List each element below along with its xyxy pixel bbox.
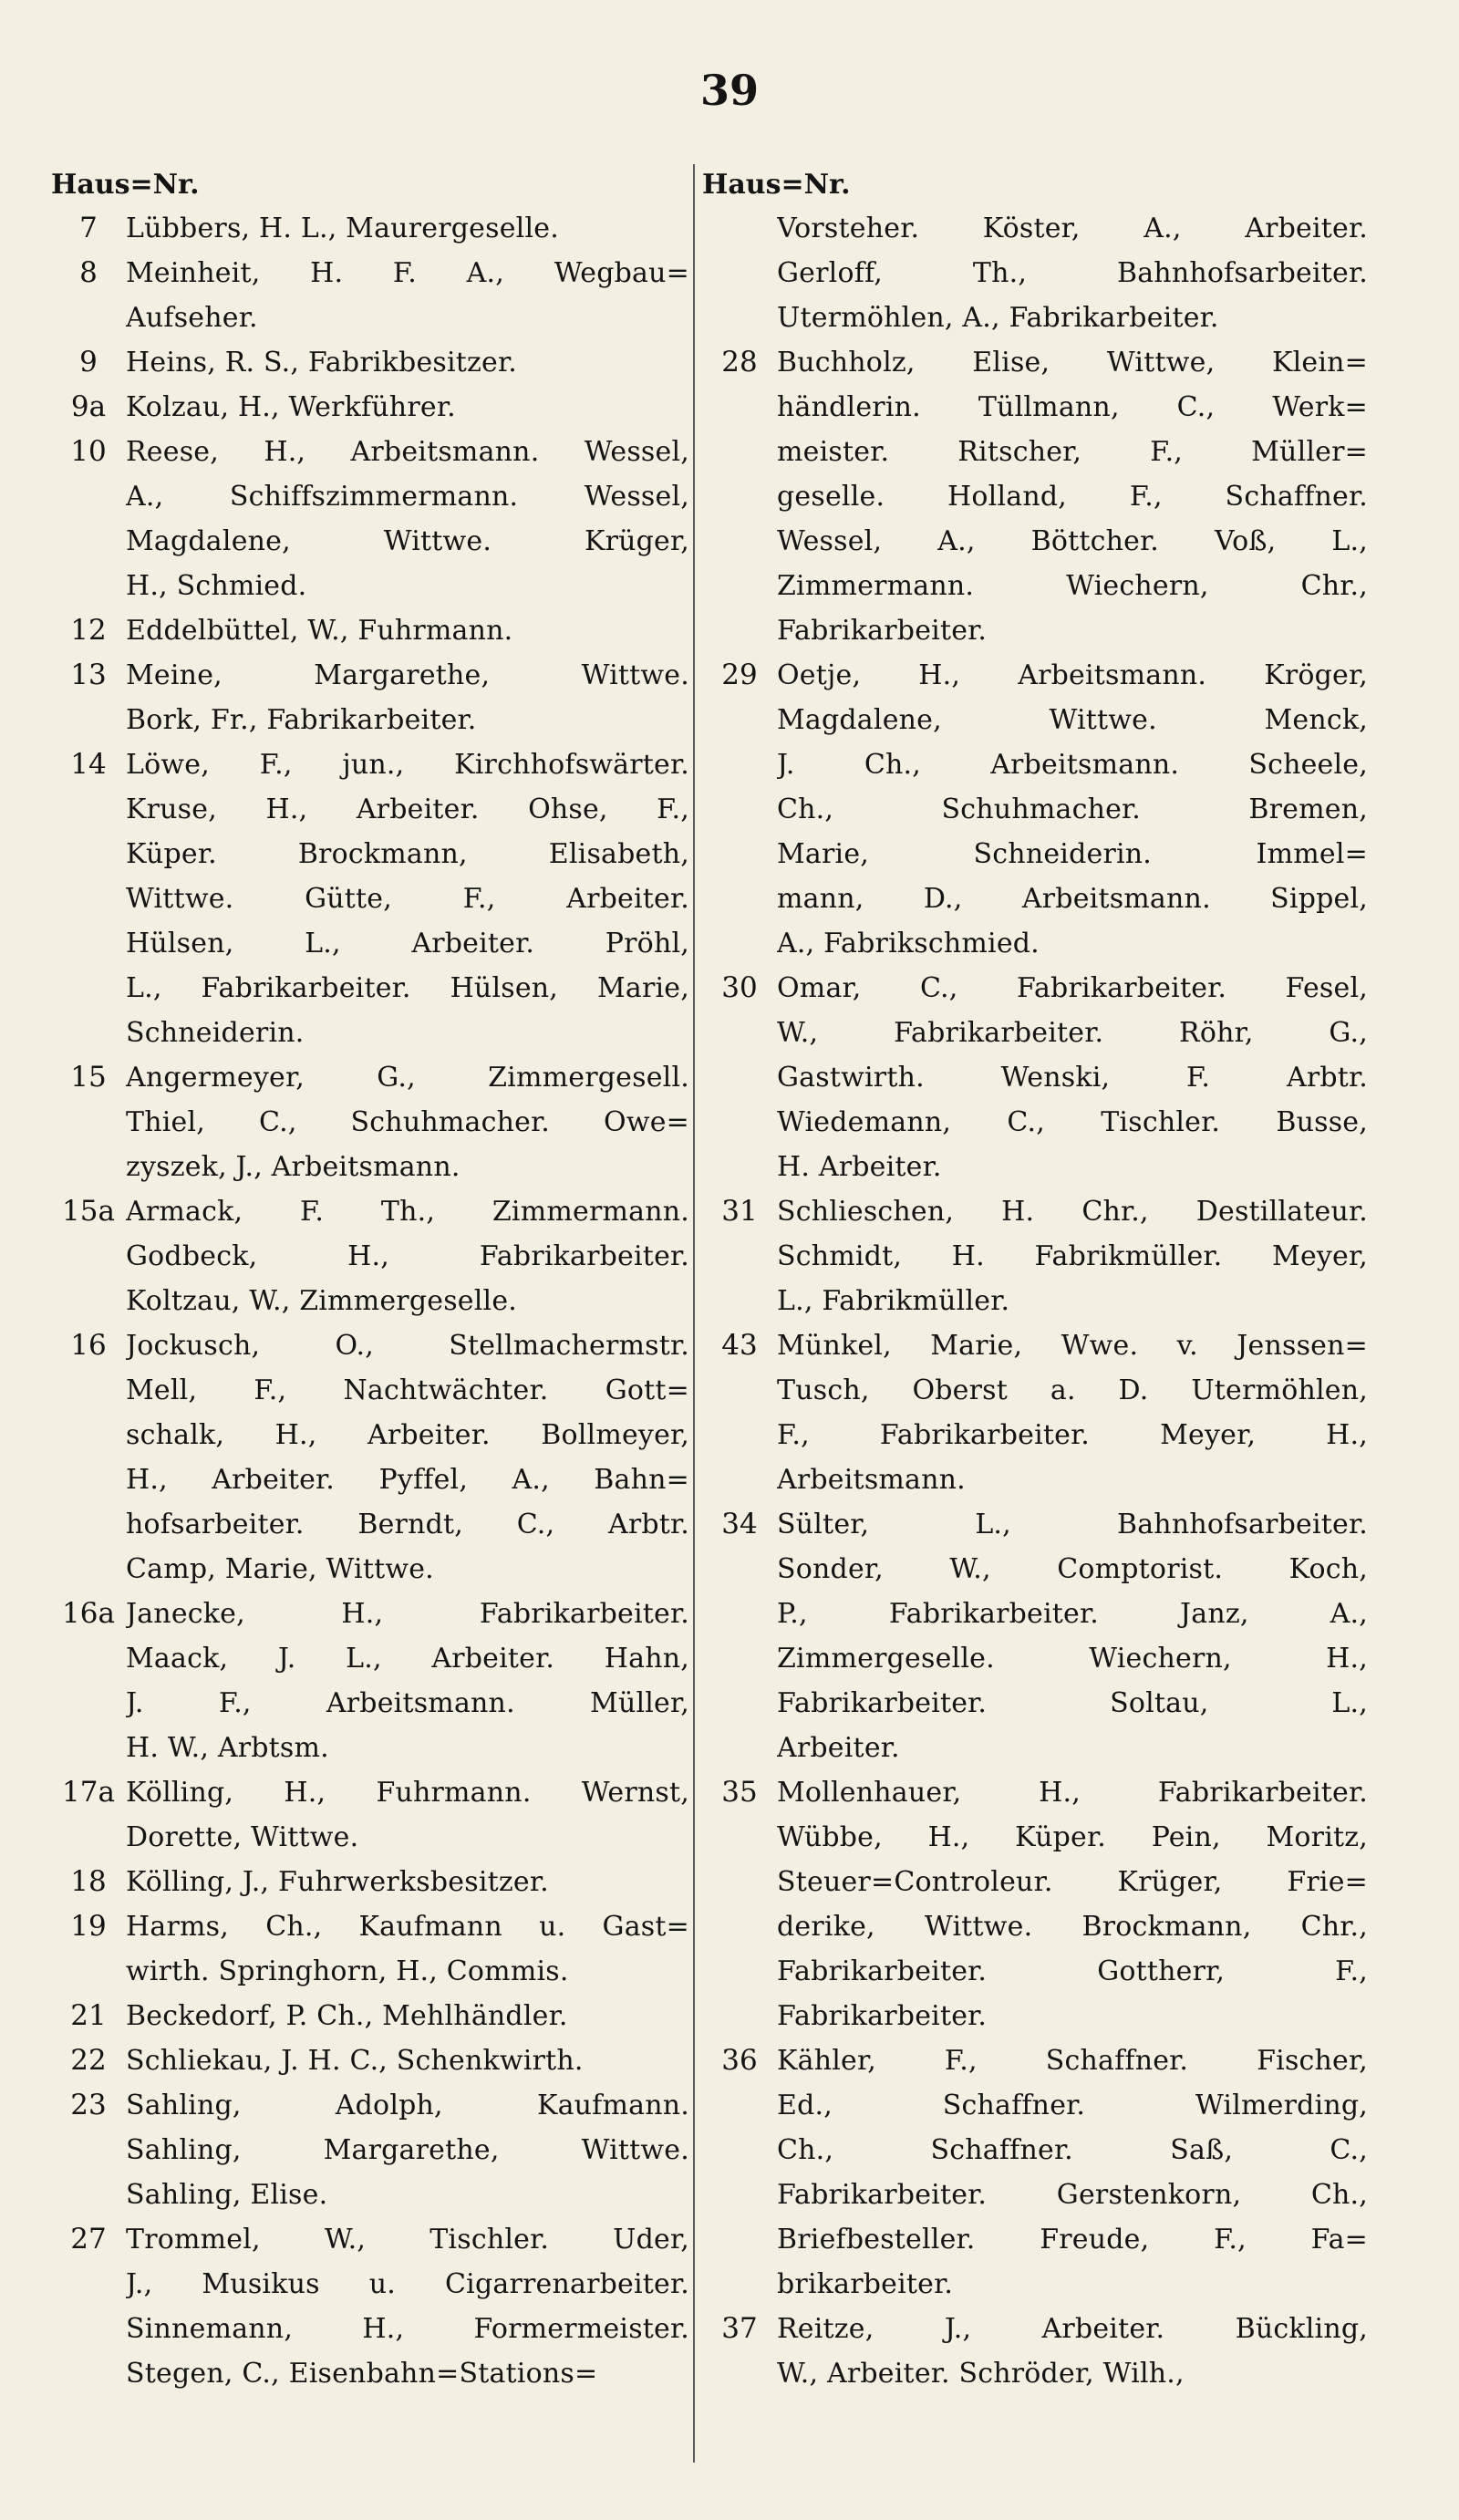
entry-line: zyszek, J., Arbeitsmann. bbox=[126, 1151, 460, 1183]
house-number: 23 bbox=[70, 2089, 107, 2121]
entry-line: F., Fabrikarbeiter. Meyer, H., bbox=[777, 1419, 1368, 1451]
entry-line: L., Fabrikmüller. bbox=[777, 1285, 1010, 1317]
entry-line: Heins, R. S., Fabrikbesitzer. bbox=[126, 347, 517, 379]
entry-line: Fabrikarbeiter. Gerstenkorn, Ch., bbox=[777, 2179, 1368, 2211]
directory-entry bbox=[51, 2083, 689, 2217]
house-number: 13 bbox=[70, 659, 107, 691]
house-number: 10 bbox=[70, 435, 107, 468]
entry-line: Trommel, W., Tischler. Uder, bbox=[126, 2224, 689, 2256]
entry-line: Fabrikarbeiter. bbox=[777, 2000, 988, 2032]
entry-line: geselle. Holland, F., Schaffner. bbox=[777, 481, 1368, 513]
house-number: 18 bbox=[70, 1865, 107, 1898]
left-column-header: Haus=Nr. bbox=[51, 169, 200, 201]
entry-line: Arbeiter. bbox=[777, 1732, 900, 1764]
entry-line: Briefbesteller. Freude, F., Fa= bbox=[777, 2224, 1368, 2256]
house-number: 37 bbox=[721, 2312, 758, 2345]
entry-text bbox=[126, 1770, 689, 1860]
house-number: 30 bbox=[721, 971, 758, 1004]
directory-entry bbox=[51, 2217, 689, 2396]
entry-line: Beckedorf, P. Ch., Mehlhändler. bbox=[126, 2000, 568, 2032]
entry-line: Münkel, Marie, Wwe. v. Jenssen= bbox=[777, 1330, 1368, 1362]
entry-text bbox=[126, 608, 689, 653]
entry-line: Maack, J. L., Arbeiter. Hahn, bbox=[126, 1643, 689, 1675]
directory-entry bbox=[702, 206, 1368, 340]
entry-text bbox=[126, 385, 689, 430]
directory-entry bbox=[702, 653, 1368, 966]
entry-line: hofsarbeiter. Berndt, C., Arbtr. bbox=[126, 1509, 689, 1540]
entry-line: Schliekau, J. H. C., Schenkwirth. bbox=[126, 2045, 584, 2077]
entry-text bbox=[777, 653, 1368, 966]
entry-line: J. F., Arbeitsmann. Müller, bbox=[126, 1687, 689, 1719]
entry-line: Buchholz, Elise, Wittwe, Klein= bbox=[777, 347, 1368, 379]
entry-text bbox=[777, 206, 1368, 340]
entry-line: Sülter, L., Bahnhofsarbeiter. bbox=[777, 1509, 1368, 1540]
entry-text bbox=[126, 1904, 689, 1994]
directory-entry bbox=[51, 251, 689, 340]
entry-line: Bork, Fr., Fabrikarbeiter. bbox=[126, 704, 477, 736]
entry-line: Mell, F., Nachtwächter. Gott= bbox=[126, 1374, 689, 1406]
entry-line: Camp, Marie, Wittwe. bbox=[126, 1553, 434, 1585]
entry-line: Ch., Schuhmacher. Bremen, bbox=[777, 793, 1368, 825]
entry-line: Kölling, J., Fuhrwerksbesitzer. bbox=[126, 1866, 549, 1898]
entry-line: Küper. Brockmann, Elisabeth, bbox=[126, 838, 689, 870]
house-number bbox=[702, 206, 777, 340]
entry-line: Wessel, A., Böttcher. Voß, L., bbox=[777, 525, 1368, 557]
entry-line: Tusch, Oberst a. D. Utermöhlen, bbox=[777, 1374, 1368, 1406]
directory-entry bbox=[702, 2307, 1368, 2396]
entry-line: Ed., Schaffner. Wilmerding, bbox=[777, 2090, 1368, 2121]
entry-line: Meine, Margarethe, Wittwe. bbox=[126, 659, 689, 691]
house-number: 15 bbox=[70, 1061, 107, 1094]
entry-line: Marie, Schneiderin. Immel= bbox=[777, 838, 1368, 870]
house-number: 27 bbox=[70, 2223, 107, 2256]
directory-entry bbox=[702, 1323, 1368, 1502]
entry-line: Sonder, W., Comptorist. Koch, bbox=[777, 1553, 1368, 1585]
entry-line: Sahling, Elise. bbox=[126, 2179, 328, 2211]
entry-line: H., Arbeiter. Pyffel, A., Bahn= bbox=[126, 1464, 689, 1496]
entry-text bbox=[126, 2038, 689, 2083]
entry-line: P., Fabrikarbeiter. Janz, A., bbox=[777, 1598, 1368, 1630]
entry-line: meister. Ritscher, F., Müller= bbox=[777, 436, 1368, 468]
directory-entry bbox=[702, 340, 1368, 653]
entry-line: Sinnemann, H., Formermeister. bbox=[126, 2313, 689, 2345]
house-number: 16a bbox=[62, 1597, 115, 1630]
house-number: 34 bbox=[721, 1508, 758, 1540]
entry-line: Magdalene, Wittwe. Krüger, bbox=[126, 525, 689, 557]
entry-line: Löwe, F., jun., Kirchhofswärter. bbox=[126, 749, 689, 781]
entry-text bbox=[126, 2217, 689, 2396]
house-number: 35 bbox=[721, 1776, 758, 1809]
house-number: 19 bbox=[70, 1910, 107, 1943]
entry-text bbox=[777, 1502, 1368, 1770]
entry-line: Ch., Schaffner. Saß, C., bbox=[777, 2134, 1368, 2166]
entry-line: Kähler, F., Schaffner. Fischer, bbox=[777, 2045, 1368, 2077]
entry-line: Harms, Ch., Kaufmann u. Gast= bbox=[126, 1911, 689, 1943]
entry-line: Aufseher. bbox=[126, 302, 258, 334]
entry-line: wirth. Springhorn, H., Commis. bbox=[126, 1955, 569, 1987]
page-number: 39 bbox=[699, 66, 759, 115]
entry-text bbox=[126, 340, 689, 385]
entry-line: Jockusch, O., Stellmachermstr. bbox=[126, 1330, 689, 1362]
entry-line: Eddelbüttel, W., Fuhrmann. bbox=[126, 615, 513, 647]
entry-text bbox=[777, 2038, 1368, 2307]
entry-line: Gerloff, Th., Bahnhofsarbeiter. bbox=[777, 257, 1368, 289]
house-number: 36 bbox=[721, 2044, 758, 2077]
entry-line: J., Musikus u. Cigarrenarbeiter. bbox=[126, 2268, 689, 2300]
entry-line: Utermöhlen, A., Fabrikarbeiter. bbox=[777, 302, 1219, 334]
entry-line: J. Ch., Arbeitsmann. Scheele, bbox=[777, 749, 1368, 781]
entry-line: Fabrikarbeiter. bbox=[777, 615, 988, 647]
entry-line: Oetje, H., Arbeitsmann. Kröger, bbox=[777, 659, 1368, 691]
entry-line: mann, D., Arbeitsmann. Sippel, bbox=[777, 883, 1368, 915]
entry-line: W., Arbeiter. Schröder, Wilh., bbox=[777, 2358, 1185, 2390]
entry-text bbox=[126, 1055, 689, 1189]
entry-line: Janecke, H., Fabrikarbeiter. bbox=[126, 1598, 689, 1630]
entry-text bbox=[126, 251, 689, 340]
entry-text bbox=[126, 742, 689, 1055]
entry-text bbox=[126, 1592, 689, 1770]
entry-line: Fabrikarbeiter. Gottherr, F., bbox=[777, 1955, 1368, 1987]
directory-entry bbox=[51, 1189, 689, 1323]
entry-line: Reitze, J., Arbeiter. Bückling, bbox=[777, 2313, 1368, 2345]
entry-line: Hülsen, L., Arbeiter. Pröhl, bbox=[126, 928, 689, 959]
entry-line: Zimmermann. Wiechern, Chr., bbox=[777, 570, 1368, 602]
entry-text bbox=[777, 1323, 1368, 1502]
directory-entry bbox=[702, 1770, 1368, 2038]
entry-line: Kolzau, H., Werkführer. bbox=[126, 391, 456, 423]
directory-entry bbox=[51, 1994, 689, 2038]
house-number: 16 bbox=[70, 1329, 107, 1362]
house-number: 43 bbox=[721, 1329, 758, 1362]
right-entries bbox=[702, 206, 1368, 2396]
entry-line: A., Fabrikschmied. bbox=[777, 928, 1040, 959]
entry-line: L., Fabrikarbeiter. Hülsen, Marie, bbox=[126, 972, 689, 1004]
entry-text bbox=[126, 1323, 689, 1592]
entry-line: W., Fabrikarbeiter. Röhr, G., bbox=[777, 1017, 1368, 1049]
entry-line: Kölling, H., Fuhrmann. Wernst, bbox=[126, 1777, 689, 1809]
entry-line: Sahling, Margarethe, Wittwe. bbox=[126, 2134, 689, 2166]
entry-line: brikarbeiter. bbox=[777, 2268, 954, 2300]
entry-line: Omar, C., Fabrikarbeiter. Fesel, bbox=[777, 972, 1368, 1004]
entry-text bbox=[126, 1189, 689, 1323]
directory-entry bbox=[51, 653, 689, 742]
entry-line: Arbeitsmann. bbox=[777, 1464, 966, 1496]
entry-text bbox=[126, 430, 689, 608]
entry-line: Meinheit, H. F. A., Wegbau= bbox=[126, 257, 689, 289]
entry-line: Lübbers, H. L., Maurergeselle. bbox=[126, 213, 559, 244]
entry-line: H. W., Arbtsm. bbox=[126, 1732, 329, 1764]
right-column bbox=[702, 164, 1368, 2396]
entry-line: Schneiderin. bbox=[126, 1017, 305, 1049]
entry-line: Schmidt, H. Fabrikmüller. Meyer, bbox=[777, 1240, 1368, 1272]
house-number: 29 bbox=[721, 659, 758, 691]
house-number: 8 bbox=[79, 256, 98, 289]
house-number: 9 bbox=[79, 346, 98, 379]
column-divider bbox=[693, 164, 695, 2463]
entry-line: Stegen, C., Eisenbahn=Stations= bbox=[126, 2358, 598, 2390]
directory-entry bbox=[702, 2038, 1368, 2307]
entry-line: Godbeck, H., Fabrikarbeiter. bbox=[126, 1240, 689, 1272]
directory-entry bbox=[702, 966, 1368, 1189]
directory-entry bbox=[51, 742, 689, 1055]
right-column-header: Haus=Nr. bbox=[702, 169, 851, 201]
house-number: 15a bbox=[62, 1195, 115, 1228]
directory-entry bbox=[702, 1502, 1368, 1770]
entry-line: Thiel, C., Schuhmacher. Owe= bbox=[126, 1106, 689, 1138]
entry-text bbox=[777, 340, 1368, 653]
entry-line: Angermeyer, G., Zimmergesell. bbox=[126, 1062, 689, 1094]
directory-entry bbox=[51, 1055, 689, 1189]
entry-line: Vorsteher. Köster, A., Arbeiter. bbox=[777, 213, 1368, 244]
entry-text bbox=[777, 966, 1368, 1189]
directory-entry bbox=[51, 1904, 689, 1994]
directory-entry bbox=[51, 340, 689, 385]
entry-line: H., Schmied. bbox=[126, 570, 307, 602]
directory-entry bbox=[51, 430, 689, 608]
entry-line: Sahling, Adolph, Kaufmann. bbox=[126, 2090, 689, 2121]
entry-line: Dorette, Wittwe. bbox=[126, 1821, 359, 1853]
house-number: 28 bbox=[721, 346, 758, 379]
entry-line: schalk, H., Arbeiter. Bollmeyer, bbox=[126, 1419, 689, 1451]
directory-entry bbox=[51, 385, 689, 430]
directory-entry bbox=[51, 1860, 689, 1904]
entry-line: händlerin. Tüllmann, C., Werk= bbox=[777, 391, 1368, 423]
house-number: 9a bbox=[70, 390, 107, 423]
house-number: 21 bbox=[70, 1999, 107, 2032]
house-number: 14 bbox=[70, 748, 107, 781]
directory-entry bbox=[51, 2038, 689, 2083]
directory-entry bbox=[51, 608, 689, 653]
left-column bbox=[51, 164, 689, 2396]
entry-line: Schlieschen, H. Chr., Destillateur. bbox=[777, 1196, 1368, 1228]
directory-entry bbox=[51, 1323, 689, 1592]
entry-text bbox=[126, 653, 689, 742]
entry-text bbox=[126, 1994, 689, 2038]
house-number: 12 bbox=[70, 614, 107, 647]
entry-line: Mollenhauer, H., Fabrikarbeiter. bbox=[777, 1777, 1368, 1809]
directory-entry bbox=[51, 1592, 689, 1770]
house-number: 31 bbox=[721, 1195, 758, 1228]
entry-line: Steuer=Controleur. Krüger, Frie= bbox=[777, 1866, 1368, 1898]
entry-line: Gastwirth. Wenski, F. Arbtr. bbox=[777, 1062, 1368, 1094]
entry-line: Koltzau, W., Zimmergeselle. bbox=[126, 1285, 518, 1317]
entry-line: Fabrikarbeiter. Soltau, L., bbox=[777, 1687, 1368, 1719]
entry-line: Zimmergeselle. Wiechern, H., bbox=[777, 1643, 1368, 1675]
entry-line: H. Arbeiter. bbox=[777, 1151, 942, 1183]
house-number: 17a bbox=[62, 1776, 115, 1809]
entry-line: Magdalene, Wittwe. Menck, bbox=[777, 704, 1368, 736]
entry-line: Kruse, H., Arbeiter. Ohse, F., bbox=[126, 793, 689, 825]
house-number: 7 bbox=[79, 212, 98, 244]
directory-entry bbox=[51, 1770, 689, 1860]
entry-line: Reese, H., Arbeitsmann. Wessel, bbox=[126, 436, 689, 468]
house-number: 22 bbox=[70, 2044, 107, 2077]
entry-line: Wübbe, H., Küper. Pein, Moritz, bbox=[777, 1821, 1368, 1853]
directory-entry bbox=[702, 1189, 1368, 1323]
entry-line: Wiedemann, C., Tischler. Busse, bbox=[777, 1106, 1368, 1138]
entry-text bbox=[126, 2083, 689, 2217]
entry-line: Armack, F. Th., Zimmermann. bbox=[126, 1196, 689, 1228]
entry-text bbox=[126, 206, 689, 251]
left-entries bbox=[51, 206, 689, 2396]
entry-line: Wittwe. Gütte, F., Arbeiter. bbox=[126, 883, 689, 915]
entry-line: A., Schiffszimmermann. Wessel, bbox=[126, 481, 689, 513]
directory-entry bbox=[51, 206, 689, 251]
entry-text bbox=[126, 1860, 689, 1904]
entry-line: derike, Wittwe. Brockmann, Chr., bbox=[777, 1911, 1368, 1943]
entry-text bbox=[777, 1189, 1368, 1323]
entry-text bbox=[777, 1770, 1368, 2038]
entry-text bbox=[777, 2307, 1368, 2396]
